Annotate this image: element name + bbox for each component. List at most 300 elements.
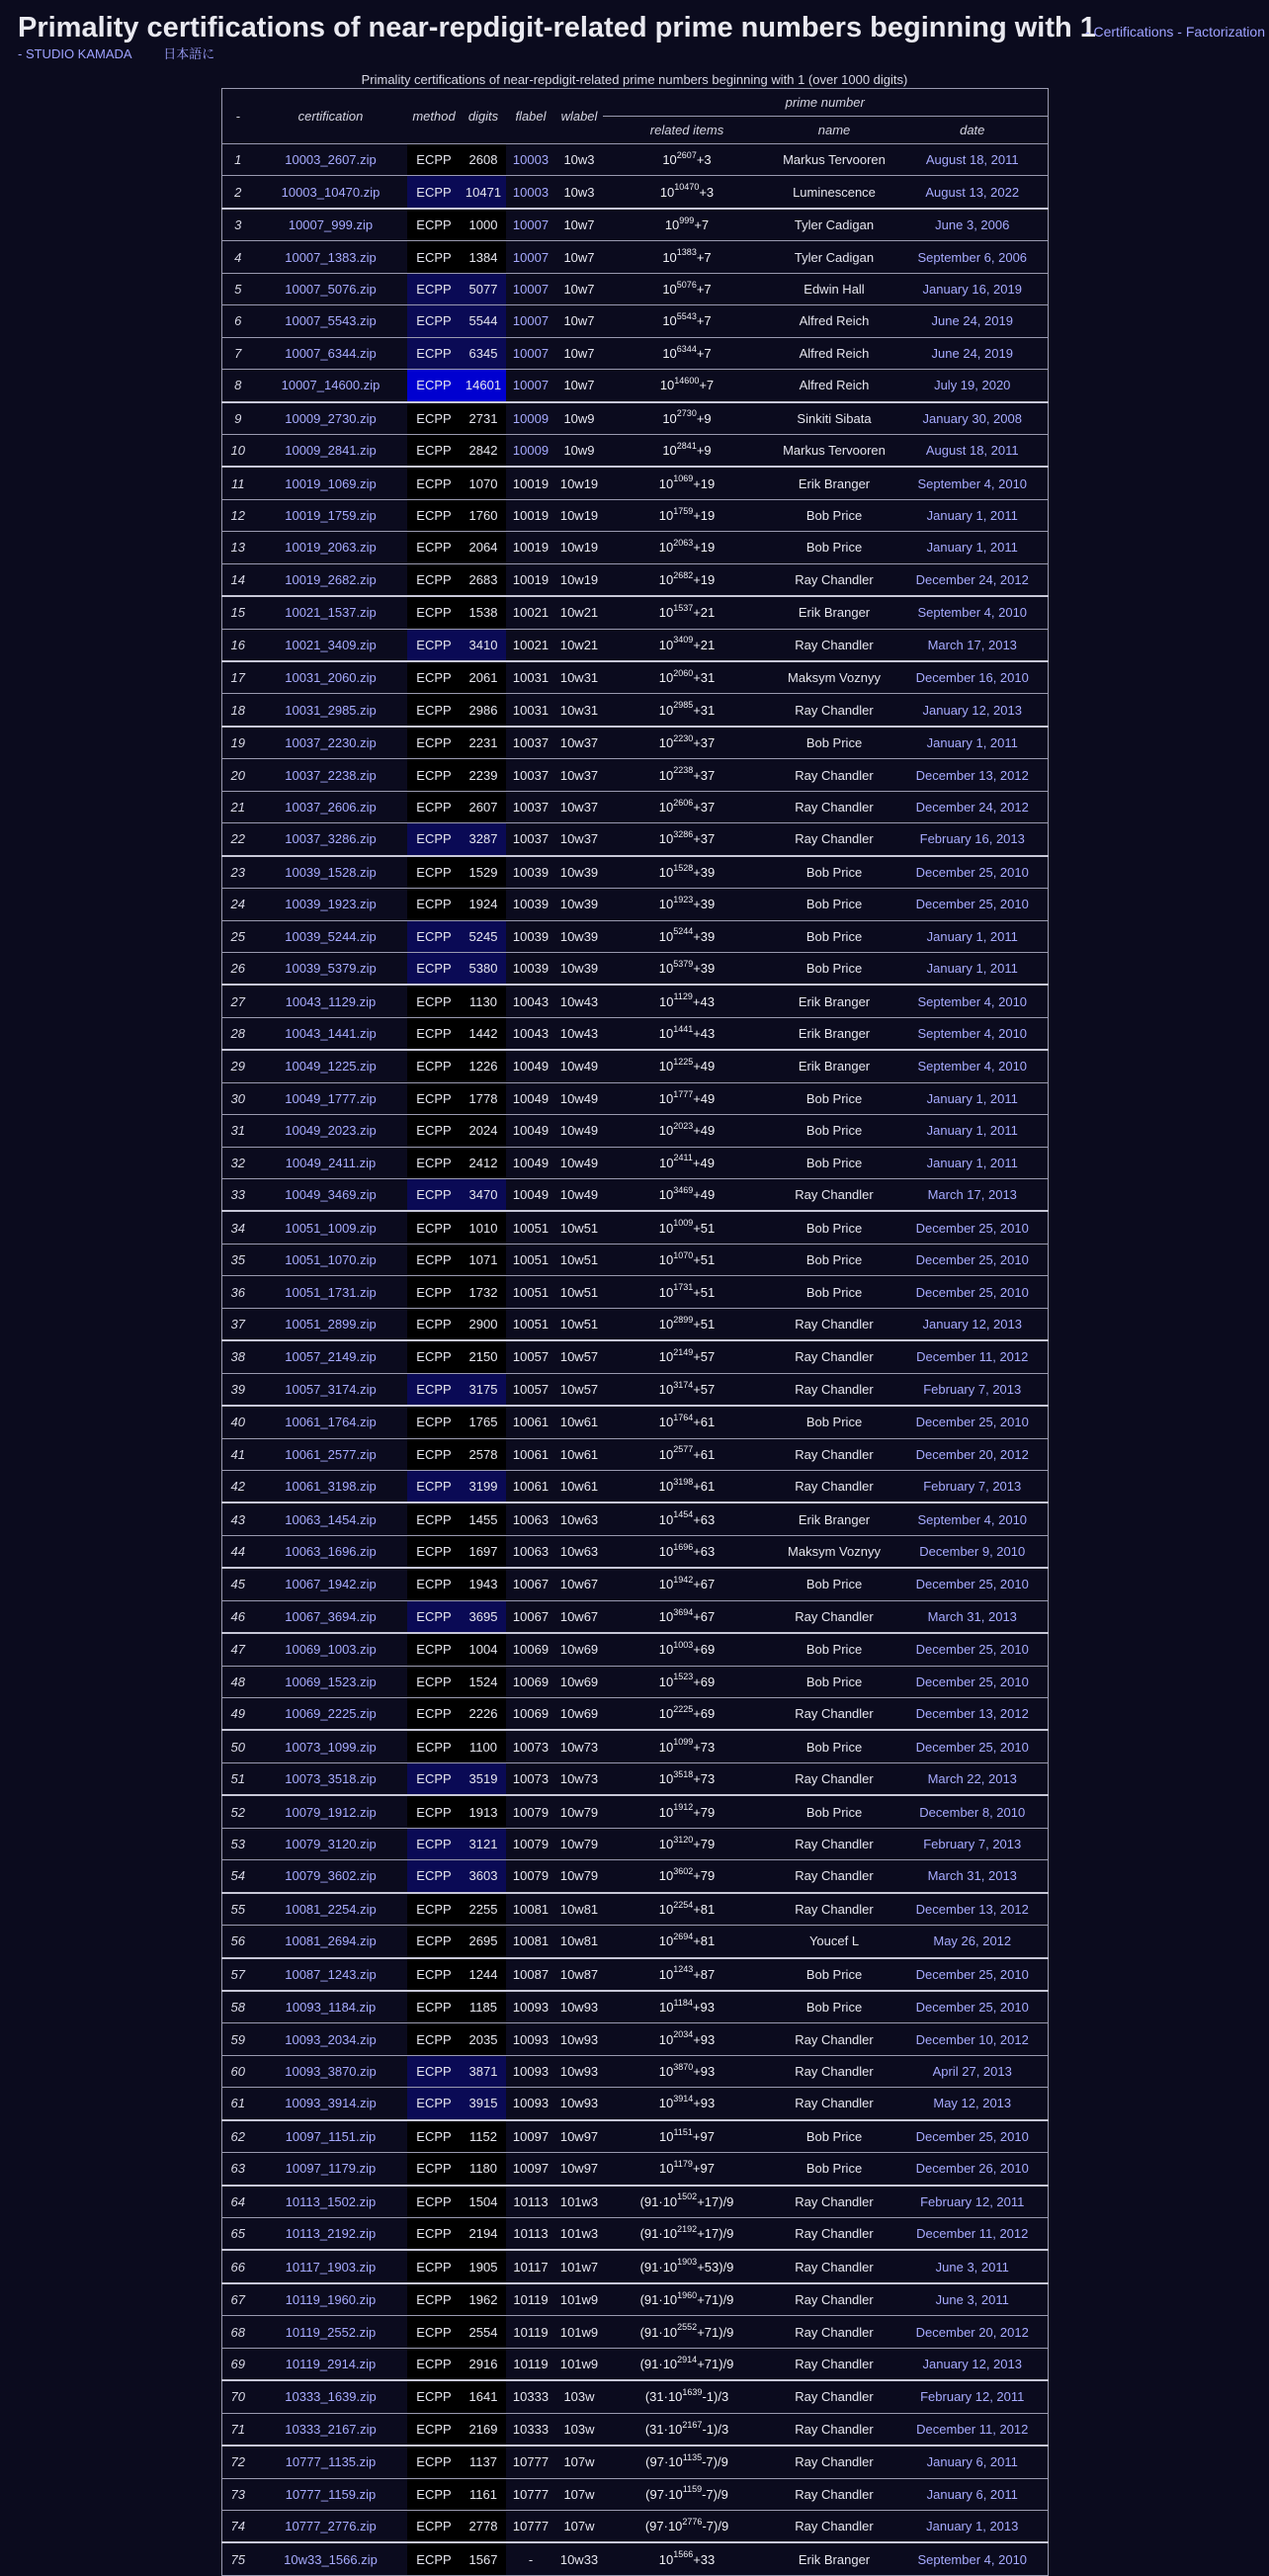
wlabel-cell: 10w69 (555, 1698, 603, 1731)
name-cell: Ray Chandler (771, 759, 897, 791)
row-number: 8 (221, 370, 254, 402)
flabel-cell: 10037 (506, 759, 555, 791)
row-number: 48 (221, 1666, 254, 1697)
related-items-cell (603, 1503, 771, 1535)
row-number: 47 (221, 1633, 254, 1666)
row-number: 68 (221, 2316, 254, 2348)
certification-zip-link[interactable]: 10019_2063.zip (285, 540, 377, 556)
certification-zip-link[interactable]: 10009_2841.zip (285, 443, 377, 459)
table-row (221, 1147, 1048, 1178)
formula-suffix: +49 (693, 1123, 716, 1139)
certification-zip-link[interactable]: 10079_3602.zip (285, 1868, 377, 1884)
related-items-cell (603, 2186, 771, 2218)
formula-suffix: +93 (693, 2064, 716, 2080)
formula-exponent: 1243 (673, 1964, 694, 1975)
row-number: 72 (221, 2446, 254, 2478)
formula-suffix: +73 (693, 1771, 716, 1787)
flabel-cell: 10069 (506, 1666, 555, 1697)
method-cell: ECPP (407, 209, 461, 241)
certification-zip-link[interactable]: 10777_1159.zip (285, 2486, 377, 2502)
formula-exponent: 2985 (673, 700, 694, 711)
formula-suffix: -1)/3 (702, 2421, 729, 2437)
digits-cell: 3915 (461, 2088, 506, 2120)
name-cell: Maksym Voznyy (771, 661, 897, 694)
formula-suffix: +51 (693, 1316, 716, 1331)
certification-zip-link[interactable]: 10003_10470.zip (281, 184, 381, 200)
certification-zip-link[interactable]: 10049_3469.zip (285, 1187, 377, 1203)
certification-zip-link[interactable]: 10w33_1566.zip (284, 2551, 378, 2567)
row-number: 25 (221, 920, 254, 952)
certification-zip-link[interactable]: 10007_5543.zip (285, 313, 377, 329)
top-links[interactable] (1085, 24, 1265, 40)
certification-zip-link[interactable]: 10007_1383.zip (285, 249, 377, 265)
digits-cell: 1732 (461, 1276, 506, 1308)
table-row (221, 759, 1048, 791)
certification-zip-link[interactable]: 10073_3518.zip (285, 1771, 377, 1787)
certification-zip-link[interactable]: 10097_1151.zip (285, 2128, 377, 2144)
flabel-cell[interactable]: 10009 (506, 434, 555, 467)
digits-cell: 3470 (461, 1179, 506, 1212)
method-cell: ECPP (407, 596, 461, 629)
flabel-cell[interactable]: 10007 (506, 305, 555, 337)
digits-cell: 14601 (461, 370, 506, 402)
certification-zip-link[interactable]: 10063_1696.zip (285, 1544, 377, 1560)
formula-base: 10 (658, 508, 674, 524)
formula-exponent: 10470 (674, 182, 700, 193)
certification-cell (254, 2380, 407, 2413)
formula-exponent: 6344 (676, 343, 697, 354)
related-items-cell (603, 176, 771, 209)
formula-suffix: +39 (693, 961, 716, 977)
digits-cell: 2035 (461, 2023, 506, 2055)
name-cell: Bob Price (771, 727, 897, 759)
certification-zip-link[interactable]: 10007_14600.zip (281, 378, 381, 393)
formula-suffix: +49 (693, 1059, 716, 1074)
table-row (221, 1600, 1048, 1633)
date-cell: August 13, 2022 (897, 176, 1048, 209)
flabel-cell[interactable]: 10003 (506, 144, 555, 176)
japanese-language-link[interactable]: 日本語に (163, 46, 215, 61)
wlabel-cell: 10w39 (555, 856, 603, 889)
certification-zip-link[interactable]: 10003_2607.zip (285, 152, 377, 168)
flabel-cell: 10031 (506, 694, 555, 727)
formula-suffix: -7)/9 (702, 2519, 729, 2534)
method-cell: ECPP (407, 2283, 461, 2316)
flabel-cell: 10063 (506, 1503, 555, 1535)
formula-exponent: 3286 (673, 829, 694, 840)
certification-zip-link[interactable]: 10051_1070.zip (285, 1252, 377, 1268)
related-items-cell (603, 1893, 771, 1926)
digits-cell: 2194 (461, 2218, 506, 2251)
related-items-cell (603, 2023, 771, 2055)
certification-zip-link[interactable]: 10067_1942.zip (285, 1577, 377, 1592)
certification-zip-link[interactable]: 10093_3870.zip (285, 2064, 377, 2080)
certification-cell (254, 1893, 407, 1926)
formula-suffix: +7 (696, 313, 712, 329)
method-cell: ECPP (407, 1730, 461, 1762)
date-cell: February 7, 2013 (897, 1373, 1048, 1406)
formula-suffix: +21 (693, 605, 716, 621)
method-cell: ECPP (407, 1926, 461, 1958)
formula-suffix: +7 (696, 281, 712, 297)
wlabel-cell: 10w69 (555, 1666, 603, 1697)
method-cell: ECPP (407, 823, 461, 856)
related-items-cell (603, 1633, 771, 1666)
certification-zip-link[interactable]: 10777_2776.zip (285, 2519, 377, 2534)
row-number: 54 (221, 1860, 254, 1893)
formula-exponent: 3120 (673, 1834, 694, 1845)
method-cell: ECPP (407, 563, 461, 596)
flabel-cell[interactable]: 10007 (506, 209, 555, 241)
related-items-cell (603, 1828, 771, 1859)
certification-zip-link[interactable]: 10069_2225.zip (285, 1706, 377, 1722)
certification-zip-link[interactable]: 10037_2230.zip (285, 735, 377, 751)
formula-exponent: 1502 (677, 2191, 698, 2202)
formula-base: 10 (658, 897, 674, 912)
flabel-cell: 10119 (506, 2283, 555, 2316)
row-number: 5 (221, 273, 254, 304)
certification-zip-link[interactable]: 10117_1903.zip (285, 2259, 377, 2275)
related-items-cell (603, 241, 771, 273)
wlabel-cell: 10w79 (555, 1860, 603, 1893)
certification-zip-link[interactable]: 10119_1960.zip (285, 2292, 377, 2308)
header-certification: certification (254, 89, 407, 144)
formula-exponent: 3602 (673, 1866, 694, 1877)
certification-zip-link[interactable]: 10061_3198.zip (285, 1479, 377, 1495)
date-cell: December 20, 2012 (897, 2316, 1048, 2348)
formula-base: 10 (658, 475, 674, 491)
name-cell: Maksym Voznyy (771, 1535, 897, 1568)
certification-zip-link[interactable]: 10049_1777.zip (285, 1090, 377, 1106)
name-cell: Ray Chandler (771, 2055, 897, 2087)
digits-cell: 2778 (461, 2510, 506, 2542)
formula-base: 10 (658, 1836, 674, 1851)
table-row (221, 2023, 1048, 2055)
table-row (221, 596, 1048, 629)
related-items-cell (603, 2250, 771, 2282)
certification-cell (254, 2283, 407, 2316)
certification-zip-link[interactable]: 10119_2552.zip (285, 2324, 377, 2340)
certification-zip-link[interactable]: 10061_1764.zip (285, 1415, 377, 1430)
formula-base: 10 (658, 2031, 674, 2047)
method-cell: ECPP (407, 629, 461, 661)
method-cell: ECPP (407, 1276, 461, 1308)
digits-cell: 6345 (461, 337, 506, 369)
header-no: - (221, 89, 254, 144)
formula-exponent: 2577 (673, 1444, 694, 1455)
formula-base: 10 (658, 831, 674, 847)
certification-zip-link[interactable]: 10049_1225.zip (285, 1059, 377, 1074)
formula-exponent: 1135 (682, 2451, 703, 2462)
related-items-cell (603, 629, 771, 661)
header-wlabel: wlabel (555, 89, 603, 144)
formula-suffix: +9 (696, 443, 712, 459)
method-cell: ECPP (407, 1308, 461, 1340)
formula-exponent: 2411 (673, 1153, 693, 1163)
certification-zip-link[interactable]: 10069_1003.zip (285, 1642, 377, 1658)
wlabel-cell: 107w (555, 2446, 603, 2478)
date-cell: January 16, 2019 (897, 273, 1048, 304)
certification-cell (254, 1438, 407, 1470)
certification-zip-link[interactable]: 10043_1441.zip (285, 1026, 377, 1042)
certification-zip-link[interactable]: 10051_1731.zip (285, 1284, 377, 1300)
row-number: 57 (221, 1958, 254, 1991)
flabel-cell: 10097 (506, 2120, 555, 2153)
certification-zip-link[interactable]: 10093_2034.zip (285, 2031, 377, 2047)
related-items-cell (603, 2088, 771, 2120)
table-row (221, 2153, 1048, 2186)
wlabel-cell: 10w93 (555, 1991, 603, 2023)
certification-zip-link[interactable]: 10113_2192.zip (285, 2226, 377, 2242)
digits-cell: 2239 (461, 759, 506, 791)
digits-cell: 1567 (461, 2542, 506, 2575)
flabel-cell[interactable]: 10007 (506, 370, 555, 402)
row-number: 37 (221, 1308, 254, 1340)
certification-cell (254, 1503, 407, 1535)
wlabel-cell: 10w93 (555, 2023, 603, 2055)
method-cell: ECPP (407, 305, 461, 337)
certification-zip-link[interactable]: 10019_1759.zip (285, 508, 377, 524)
certification-zip-link[interactable]: 10079_3120.zip (285, 1836, 377, 1851)
method-cell: ECPP (407, 1958, 461, 1991)
date-cell: March 22, 2013 (897, 1762, 1048, 1795)
method-cell: ECPP (407, 2413, 461, 2446)
certification-zip-link[interactable]: 10031_2985.zip (285, 702, 377, 718)
certification-zip-link[interactable]: 10079_1912.zip (285, 1804, 377, 1820)
certification-zip-link[interactable]: 10057_3174.zip (285, 1381, 377, 1397)
method-cell: ECPP (407, 1438, 461, 1470)
digits-cell: 1905 (461, 2250, 506, 2282)
certification-cell (254, 2316, 407, 2348)
table-row (221, 1893, 1048, 1926)
formula-base: (91·10 (639, 2193, 678, 2209)
method-cell: ECPP (407, 759, 461, 791)
related-items-cell (603, 1340, 771, 1373)
certification-zip-link[interactable]: 10093_1184.zip (285, 2000, 377, 2016)
certification-zip-link[interactable]: 10333_2167.zip (285, 2421, 377, 2437)
digits-cell: 2231 (461, 727, 506, 759)
certification-zip-link[interactable]: 10057_2149.zip (285, 1349, 377, 1365)
certification-cell (254, 1991, 407, 2023)
date-cell: February 7, 2013 (897, 1828, 1048, 1859)
table-row (221, 1179, 1048, 1212)
row-number: 40 (221, 1406, 254, 1438)
wlabel-cell: 10w7 (555, 241, 603, 273)
certification-zip-link[interactable]: 10037_2238.zip (285, 767, 377, 783)
method-cell: ECPP (407, 2153, 461, 2186)
digits-cell: 1161 (461, 2478, 506, 2510)
certification-zip-link[interactable]: 10019_2682.zip (285, 571, 377, 587)
date-cell: June 3, 2011 (897, 2283, 1048, 2316)
formula-suffix: +51 (693, 1220, 716, 1236)
row-number: 16 (221, 629, 254, 661)
flabel-cell: 10333 (506, 2413, 555, 2446)
formula-suffix: +21 (693, 637, 716, 652)
table-row (221, 920, 1048, 952)
formula-base: 10 (662, 443, 677, 459)
flabel-cell: 10069 (506, 1698, 555, 1731)
digits-cell: 1778 (461, 1082, 506, 1114)
formula-base: 10 (658, 1739, 674, 1755)
certification-cell (254, 2023, 407, 2055)
certification-zip-link[interactable]: 10009_2730.zip (285, 410, 377, 426)
certification-cell (254, 2413, 407, 2446)
flabel-cell[interactable]: 10003 (506, 176, 555, 209)
method-cell: ECPP (407, 889, 461, 920)
certification-zip-link[interactable]: 10021_1537.zip (285, 605, 377, 621)
method-cell: ECPP (407, 241, 461, 273)
table-row (221, 209, 1048, 241)
name-cell: Ray Chandler (771, 1438, 897, 1470)
wlabel-cell: 10w97 (555, 2120, 603, 2153)
certification-zip-link[interactable]: 10039_5244.zip (285, 928, 377, 944)
formula-suffix: +43 (693, 1026, 716, 1042)
formula-suffix: +57 (693, 1349, 716, 1365)
related-items-cell (603, 1082, 771, 1114)
related-items-cell (603, 305, 771, 337)
flabel-cell: 10777 (506, 2478, 555, 2510)
certification-cell (254, 2055, 407, 2087)
name-cell: Ray Chandler (771, 563, 897, 596)
flabel-cell[interactable]: 10007 (506, 241, 555, 273)
header-prime-number: prime number (603, 89, 1048, 117)
method-cell: ECPP (407, 1633, 461, 1666)
table-row (221, 305, 1048, 337)
date-cell: September 6, 2006 (897, 241, 1048, 273)
certification-zip-link[interactable]: 10067_3694.zip (285, 1608, 377, 1624)
date-cell: December 24, 2012 (897, 791, 1048, 822)
certification-zip-link[interactable]: 10093_3914.zip (285, 2096, 377, 2111)
date-cell: May 12, 2013 (897, 2088, 1048, 2120)
certification-zip-link[interactable]: 10043_1129.zip (285, 993, 377, 1009)
method-cell: ECPP (407, 727, 461, 759)
formula-base: 10 (658, 1577, 674, 1592)
certification-zip-link[interactable]: 10037_2606.zip (285, 799, 377, 815)
formula-exponent: 2606 (673, 797, 694, 808)
formula-suffix: +61 (693, 1415, 716, 1430)
certification-zip-link[interactable]: 10019_1069.zip (285, 475, 377, 491)
flabel-cell[interactable]: 10007 (506, 273, 555, 304)
certification-zip-link[interactable]: 10049_2023.zip (285, 1123, 377, 1139)
formula-suffix: +39 (693, 897, 716, 912)
flabel-cell[interactable]: 10009 (506, 402, 555, 435)
certification-zip-link[interactable]: 10007_5076.zip (285, 281, 377, 297)
certification-zip-link[interactable]: 10039_1923.zip (285, 897, 377, 912)
formula-suffix: +51 (693, 1284, 716, 1300)
certification-cell (254, 1244, 407, 1275)
certification-zip-link[interactable]: 10007_6344.zip (285, 345, 377, 361)
related-items-cell (603, 144, 771, 176)
table-row (221, 985, 1048, 1017)
method-cell: ECPP (407, 499, 461, 531)
formula-exponent: 3409 (673, 635, 694, 645)
certification-zip-link[interactable]: 10039_1528.zip (285, 864, 377, 880)
certification-zip-link[interactable]: 10007_999.zip (288, 217, 374, 233)
method-cell: ECPP (407, 2316, 461, 2348)
name-cell: Bob Price (771, 952, 897, 985)
certification-zip-link[interactable]: 10049_2411.zip (285, 1155, 377, 1170)
certification-zip-link[interactable]: 10113_1502.zip (285, 2193, 377, 2209)
certification-zip-link[interactable]: 10333_1639.zip (285, 2389, 377, 2405)
related-items-cell (603, 1568, 771, 1600)
date-cell: December 10, 2012 (897, 2023, 1048, 2055)
wlabel-cell: 103w (555, 2413, 603, 2446)
certifications-factorization-link[interactable]: - Certifications - Factorization (1084, 24, 1265, 40)
certification-zip-link[interactable]: 10097_1179.zip (285, 2161, 377, 2177)
date-cell: December 25, 2010 (897, 1730, 1048, 1762)
table-row (221, 791, 1048, 822)
row-number: 34 (221, 1211, 254, 1244)
row-number: 36 (221, 1276, 254, 1308)
certification-zip-link[interactable]: 10061_2577.zip (285, 1446, 377, 1462)
related-items-cell (603, 2413, 771, 2446)
formula-base: 10 (658, 540, 674, 556)
digits-cell: 3603 (461, 1860, 506, 1893)
formula-base: 10 (658, 670, 674, 686)
method-cell: ECPP (407, 1535, 461, 1568)
certification-zip-link[interactable]: 10051_2899.zip (285, 1316, 377, 1331)
certification-zip-link[interactable]: 10031_2060.zip (285, 670, 377, 686)
date-cell: February 16, 2013 (897, 823, 1048, 856)
name-cell: Ray Chandler (771, 1179, 897, 1212)
studio-kamada-link[interactable]: - STUDIO KAMADA (18, 46, 132, 61)
table-row (221, 727, 1048, 759)
table-row (221, 434, 1048, 467)
row-number: 15 (221, 596, 254, 629)
related-items-cell (603, 2316, 771, 2348)
flabel-cell[interactable]: 10007 (506, 337, 555, 369)
certification-zip-link[interactable]: 10021_3409.zip (285, 637, 377, 652)
formula-suffix: +19 (693, 475, 716, 491)
certification-zip-link[interactable]: 10081_2694.zip (285, 1933, 377, 1949)
digits-cell: 2842 (461, 434, 506, 467)
name-cell: Erik Branger (771, 985, 897, 1017)
formula-exponent: 1009 (673, 1218, 694, 1229)
digits-cell: 1962 (461, 2283, 506, 2316)
certification-cell (254, 1050, 407, 1082)
certification-cell (254, 499, 407, 531)
flabel-cell: 10097 (506, 2153, 555, 2186)
certification-zip-link[interactable]: 10063_1454.zip (285, 1511, 377, 1527)
row-number: 30 (221, 1082, 254, 1114)
certification-zip-link[interactable]: 10119_2914.zip (285, 2356, 377, 2371)
certification-zip-link[interactable]: 10087_1243.zip (285, 1966, 377, 1982)
row-number: 27 (221, 985, 254, 1017)
certification-zip-link[interactable]: 10081_2254.zip (285, 1901, 377, 1917)
certification-zip-link[interactable]: 10051_1009.zip (285, 1220, 377, 1236)
date-cell: December 11, 2012 (897, 1340, 1048, 1373)
method-cell: ECPP (407, 1795, 461, 1828)
formula-base: 10 (658, 1316, 674, 1331)
certification-zip-link[interactable]: 10039_5379.zip (285, 961, 377, 977)
flabel-cell: 10049 (506, 1147, 555, 1178)
table-row (221, 532, 1048, 563)
certification-zip-link[interactable]: 10073_1099.zip (285, 1739, 377, 1755)
formula-exponent: 1069 (673, 473, 694, 484)
flabel-cell: 10063 (506, 1535, 555, 1568)
wlabel-cell: 10w67 (555, 1600, 603, 1633)
certification-zip-link[interactable]: 10777_1135.zip (285, 2454, 377, 2470)
formula-exponent: 1159 (682, 2484, 703, 2495)
related-items-cell (603, 985, 771, 1017)
formula-base: 10 (658, 735, 674, 751)
certification-zip-link[interactable]: 10037_3286.zip (285, 831, 377, 847)
formula-suffix: -7)/9 (702, 2486, 728, 2502)
flabel-cell: 10079 (506, 1860, 555, 1893)
wlabel-cell: 101w9 (555, 2316, 603, 2348)
flabel-cell: 10061 (506, 1438, 555, 1470)
certification-zip-link[interactable]: 10069_1523.zip (285, 1674, 377, 1689)
